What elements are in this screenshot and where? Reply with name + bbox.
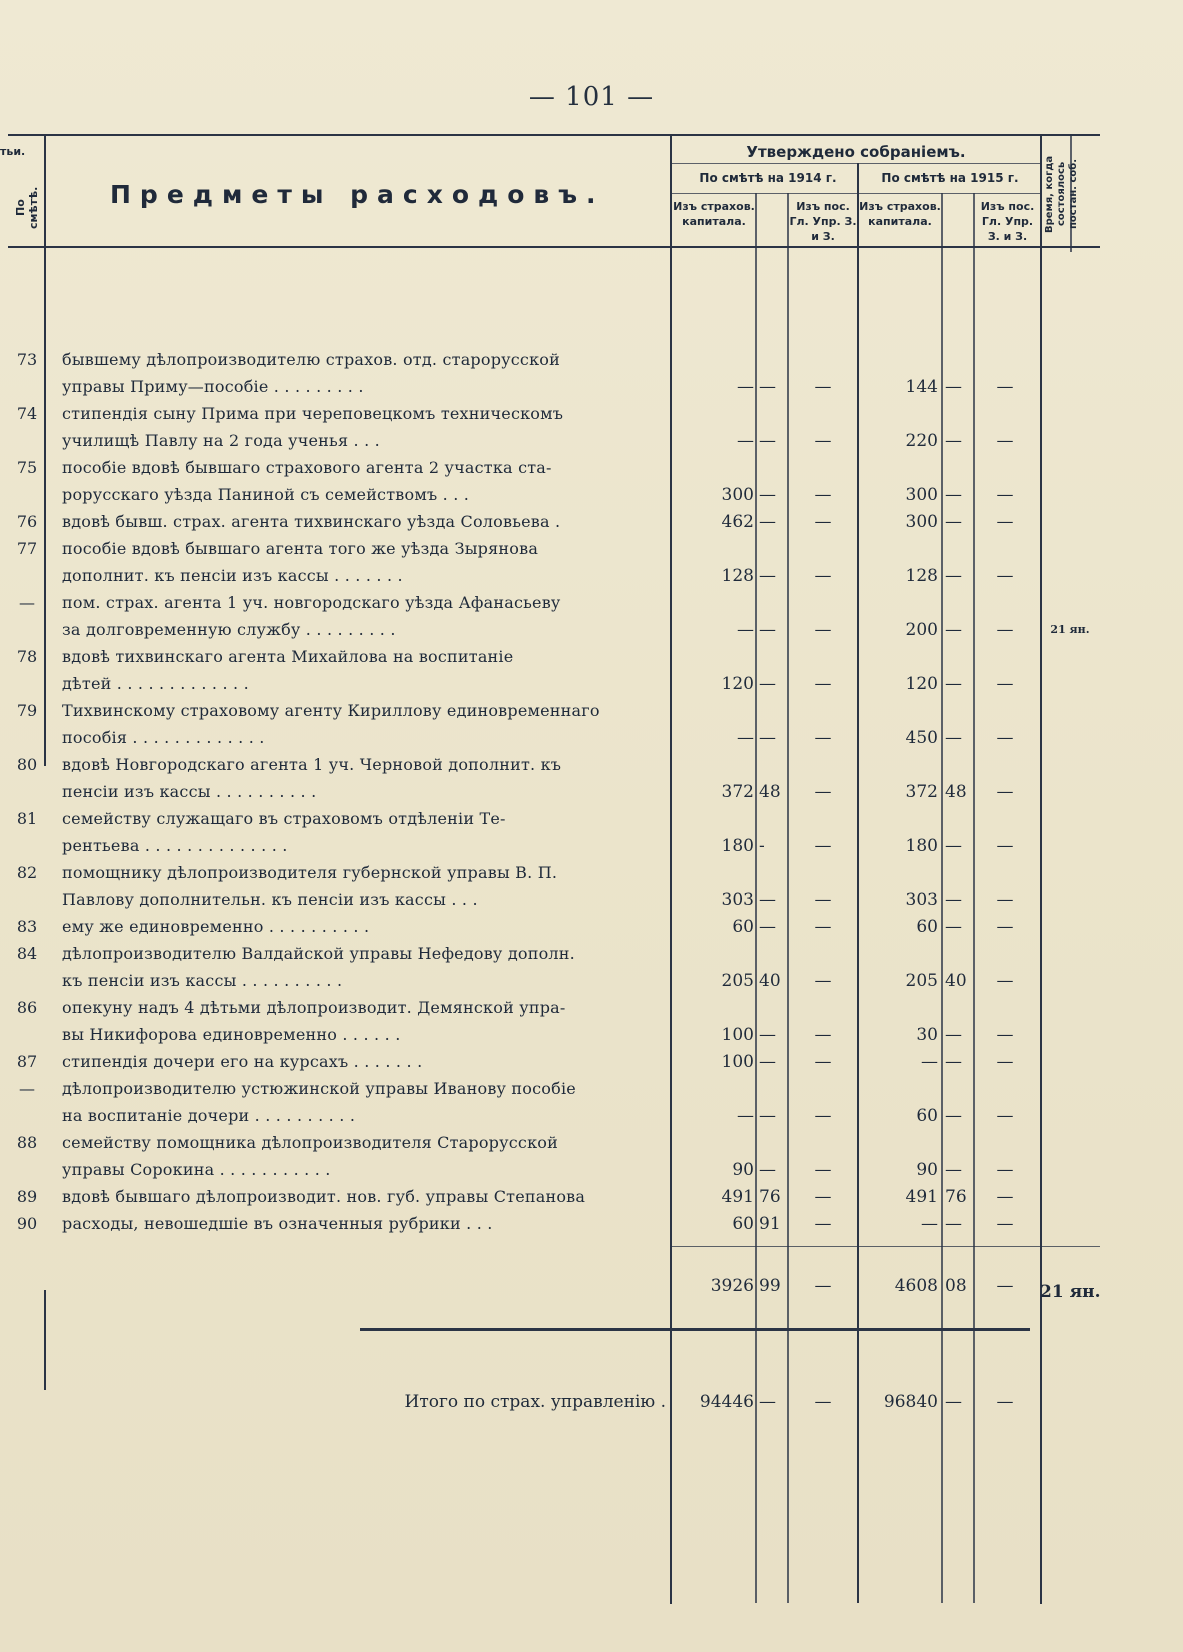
row-number: 87 xyxy=(16,1052,38,1071)
table-row xyxy=(0,1052,1183,1079)
row-number: 88 xyxy=(16,1133,38,1152)
row-number: 74 xyxy=(16,404,38,423)
header-year-1915: По смѣтѣ на 1915 г. xyxy=(881,171,1019,185)
row-1914-capital: — xyxy=(737,620,754,640)
row-1915-gu: — xyxy=(996,377,1014,397)
row-description-line-1: пособіе вдовѣ бывшаго страхового агента 2 участка ста- xyxy=(62,458,552,477)
table-row xyxy=(0,1079,1183,1133)
row-description-line-1: стипендія сыну Прима при череповецкомъ техническомъ xyxy=(62,404,564,423)
row-1915-capital: — xyxy=(921,1052,938,1072)
row-1914-gu: — xyxy=(814,1106,832,1126)
table-row xyxy=(0,539,1183,593)
row-1914-gu: — xyxy=(814,971,832,991)
row-number: — xyxy=(19,1079,35,1098)
row-1914-kop: - xyxy=(759,836,765,856)
grand-total-1915-gu: — xyxy=(996,1392,1014,1412)
header-sub-gu-1914: Изъ пос. Гл. Упр. З. и З. xyxy=(789,200,857,243)
subtotal-1915-capital: 4608 xyxy=(894,1276,938,1296)
row-1914-kop: — xyxy=(759,890,776,910)
row-number: 82 xyxy=(16,863,38,882)
row-1915-capital: 205 xyxy=(905,971,938,991)
grand-total-1915-kop: — xyxy=(945,1392,962,1412)
row-1915-capital: 300 xyxy=(905,512,938,532)
table-row xyxy=(0,458,1183,512)
row-1915-gu: — xyxy=(996,674,1014,694)
row-number: 73 xyxy=(16,350,38,369)
row-description-line-2: рентьева . . . . . . . . . . . . . . xyxy=(62,836,288,855)
row-1915-gu: — xyxy=(996,566,1014,586)
header-approved: Утверждено собраніемъ. xyxy=(746,143,966,161)
row-1915-kop: — xyxy=(945,377,962,397)
row-1914-kop: — xyxy=(759,1160,776,1180)
row-1914-kop: — xyxy=(759,620,776,640)
row-1914-kop: — xyxy=(759,1106,776,1126)
table-row xyxy=(0,404,1183,458)
row-1915-capital: — xyxy=(921,1214,938,1234)
row-1915-capital: 372 xyxy=(905,782,938,802)
row-1915-kop: — xyxy=(945,512,962,532)
row-1914-capital: 303 xyxy=(721,890,754,910)
row-1915-kop: 40 xyxy=(945,971,967,991)
row-number: 83 xyxy=(16,917,38,936)
table-row xyxy=(0,647,1183,701)
row-1914-kop: — xyxy=(759,1052,776,1072)
row-1915-capital: 120 xyxy=(905,674,938,694)
row-1915-kop: — xyxy=(945,431,962,451)
row-1915-gu: — xyxy=(996,431,1014,451)
row-1914-capital: 100 xyxy=(721,1052,754,1072)
header-bottom-rule xyxy=(8,246,1100,248)
row-number: 79 xyxy=(16,701,38,720)
row-description-line-1: вдовѣ бывшаго дѣлопроизводит. нов. губ. управы Степанова xyxy=(62,1187,586,1206)
row-1914-capital: 120 xyxy=(721,674,754,694)
row-1915-gu: — xyxy=(996,1187,1014,1207)
row-description-line-1: дѣлопроизводителю Валдайской управы Нефедову дополн. xyxy=(62,944,575,963)
row-1915-gu: — xyxy=(996,971,1014,991)
header-sub-gu-1915: Изъ пос. Гл. Упр. З. и З. xyxy=(980,200,1035,243)
row-1914-gu: — xyxy=(814,1187,832,1207)
row-1914-capital: 372 xyxy=(721,782,754,802)
row-1914-gu: — xyxy=(814,512,832,532)
row-1915-gu: — xyxy=(996,485,1014,505)
row-description-line-1: ему же единовременно . . . . . . . . . . xyxy=(62,917,370,936)
row-description-line-2: къ пенсіи изъ кассы . . . . . . . . . . xyxy=(62,971,343,990)
header-title: Предметы расходовъ. xyxy=(110,180,605,209)
row-1914-capital: — xyxy=(737,431,754,451)
row-1914-capital: — xyxy=(737,377,754,397)
row-description-line-1: пом. страх. агента 1 уч. новгородскаго уѣзда Афанасьеву xyxy=(62,593,561,612)
table-row xyxy=(0,512,1183,539)
row-1914-kop: — xyxy=(759,728,776,748)
grand-total-1914-capital: 94446 xyxy=(699,1392,754,1412)
row-number: 75 xyxy=(16,458,38,477)
row-description-line-2: вы Никифорова единовременно . . . . . . xyxy=(62,1025,401,1044)
row-description-line-1: помощнику дѣлопроизводителя губернской управы В. П. xyxy=(62,863,558,882)
row-description-line-2: управы Приму—пособіе . . . . . . . . . xyxy=(62,377,364,396)
row-description-line-2: училищѣ Павлу на 2 года ученья . . . xyxy=(62,431,380,450)
row-1915-capital: 60 xyxy=(916,1106,938,1126)
table-row xyxy=(0,593,1183,647)
row-1915-gu: — xyxy=(996,917,1014,937)
table-row xyxy=(0,944,1183,998)
row-1914-kop: — xyxy=(759,431,776,451)
row-description-line-2: Павлову дополнительн. къ пенсіи изъ кассы . . . xyxy=(62,890,478,909)
row-description-line-1: бывшему дѣлопроизводителю страхов. отд. старорусской xyxy=(62,350,560,369)
subtotal-1914-capital: 3926 xyxy=(710,1276,754,1296)
row-number: 84 xyxy=(16,944,38,963)
row-number: 89 xyxy=(16,1187,38,1206)
table-row xyxy=(0,863,1183,917)
row-1915-gu: — xyxy=(996,1052,1014,1072)
table-row xyxy=(0,1214,1183,1241)
row-description-line-1: семейству служащаго въ страховомъ отдѣленіи Те- xyxy=(62,809,506,828)
row-description-line-1: дѣлопроизводителю устюжинской управы Иванову пособіе xyxy=(62,1079,576,1098)
row-1915-kop: — xyxy=(945,566,962,586)
row-1914-kop: — xyxy=(759,485,776,505)
row-1914-gu: — xyxy=(814,728,832,748)
row-1914-gu: — xyxy=(814,890,832,910)
row-description-line-1: семейству помощника дѣлопроизводителя Старорусской xyxy=(62,1133,558,1152)
row-description-line-1: расходы, невошедшіе въ означенныя рубрики . . . xyxy=(62,1214,493,1233)
row-description-line-1: опекуну надъ 4 дѣтьми дѣлопроизводит. Демянской упра- xyxy=(62,998,566,1017)
grand-total-1914-gu: — xyxy=(814,1392,832,1412)
row-1914-gu: — xyxy=(814,1160,832,1180)
row-1914-gu: — xyxy=(814,1025,832,1045)
row-number: — xyxy=(19,593,35,612)
row-1914-gu: — xyxy=(814,917,832,937)
table-row xyxy=(0,809,1183,863)
grand-total-1914-kop: — xyxy=(759,1392,776,1412)
row-1914-capital: — xyxy=(737,1106,754,1126)
header-approved-rule xyxy=(670,163,1042,164)
row-1914-gu: — xyxy=(814,377,832,397)
row-description-line-2: дополнит. къ пенсіи изъ кассы . . . . . . . xyxy=(62,566,403,585)
row-number: 86 xyxy=(16,998,38,1017)
row-description-line-2: на воспитаніе дочери . . . . . . . . . . xyxy=(62,1106,356,1125)
row-1915-gu: — xyxy=(996,512,1014,532)
row-1915-capital: 128 xyxy=(905,566,938,586)
row-1915-kop: 48 xyxy=(945,782,967,802)
row-1914-kop: — xyxy=(759,566,776,586)
row-1915-kop: — xyxy=(945,674,962,694)
row-1915-capital: 144 xyxy=(905,377,938,397)
row-1914-gu: — xyxy=(814,566,832,586)
row-time: 21 ян. xyxy=(1050,623,1090,636)
table-row xyxy=(0,1187,1183,1214)
row-description-line-1: стипендія дочери его на курсахъ . . . . . . . xyxy=(62,1052,423,1071)
grand-total-label: Итого по страх. управленію . xyxy=(404,1392,666,1412)
row-1914-capital: 90 xyxy=(732,1160,754,1180)
header-year-1914: По смѣтѣ на 1914 г. xyxy=(699,171,837,185)
row-description-line-2: дѣтей . . . . . . . . . . . . . xyxy=(62,674,249,693)
row-1915-gu: — xyxy=(996,1106,1014,1126)
row-description-line-2: управы Сорокина . . . . . . . . . . . xyxy=(62,1160,331,1179)
row-1915-capital: 60 xyxy=(916,917,938,937)
row-description-line-2: пособія . . . . . . . . . . . . . xyxy=(62,728,265,747)
row-description-line-1: пособіе вдовѣ бывшаго агента того же уѣзда Зырянова xyxy=(62,539,539,558)
row-1915-kop: — xyxy=(945,1106,962,1126)
subtotal-time: 21 ян. xyxy=(1040,1282,1101,1302)
row-number: 90 xyxy=(16,1214,38,1233)
row-1915-kop: — xyxy=(945,1025,962,1045)
row-1914-kop: — xyxy=(759,377,776,397)
page-number: — 101 — xyxy=(528,82,655,112)
row-1914-capital: 491 xyxy=(721,1187,754,1207)
row-1915-gu: — xyxy=(996,890,1014,910)
header-sub-capital-1914: Изъ страхов. капитала. xyxy=(673,200,755,228)
row-1915-capital: 491 xyxy=(905,1187,938,1207)
row-1915-capital: 450 xyxy=(905,728,938,748)
row-1914-gu: — xyxy=(814,620,832,640)
subtotal-top-rule xyxy=(670,1246,1100,1247)
subtotal-1914-kop: 99 xyxy=(759,1276,781,1296)
row-number: 81 xyxy=(16,809,38,828)
row-1915-kop: — xyxy=(945,620,962,640)
row-1914-kop: — xyxy=(759,1025,776,1045)
row-1914-gu: — xyxy=(814,782,832,802)
row-1914-kop: — xyxy=(759,917,776,937)
row-1915-kop: — xyxy=(945,836,962,856)
header-col-num: По смѣтѣ. xyxy=(14,186,40,230)
row-1914-capital: 462 xyxy=(721,512,754,532)
row-1914-capital: 300 xyxy=(721,485,754,505)
row-1915-gu: — xyxy=(996,782,1014,802)
row-number: 76 xyxy=(16,512,38,531)
header-top-left: тьи. xyxy=(0,145,26,158)
row-1915-kop: — xyxy=(945,1160,962,1180)
row-1914-capital: — xyxy=(737,728,754,748)
row-1915-capital: 303 xyxy=(905,890,938,910)
num-col-border-bottom xyxy=(44,1290,46,1390)
row-1915-gu: — xyxy=(996,1214,1014,1234)
row-1915-kop: — xyxy=(945,917,962,937)
row-1915-capital: 200 xyxy=(905,620,938,640)
grand-total-top-rule xyxy=(360,1328,1030,1331)
row-number: 80 xyxy=(16,755,38,774)
row-1914-gu: — xyxy=(814,674,832,694)
row-1915-gu: — xyxy=(996,620,1014,640)
row-description-line-2: пенсіи изъ кассы . . . . . . . . . . xyxy=(62,782,317,801)
row-1914-capital: 205 xyxy=(721,971,754,991)
row-1914-capital: 100 xyxy=(721,1025,754,1045)
row-1914-kop: 91 xyxy=(759,1214,781,1234)
row-1915-kop: — xyxy=(945,890,962,910)
row-1915-capital: 300 xyxy=(905,485,938,505)
row-1915-gu: — xyxy=(996,1160,1014,1180)
row-1914-kop: 76 xyxy=(759,1187,781,1207)
row-1914-capital: 180 xyxy=(721,836,754,856)
header-year-rule xyxy=(670,193,1042,194)
row-1915-capital: 90 xyxy=(916,1160,938,1180)
row-1914-gu: — xyxy=(814,485,832,505)
row-1914-kop: 40 xyxy=(759,971,781,991)
row-description-line-1: вдовѣ тихвинскаго агента Михайлова на воспитаніе xyxy=(62,647,514,666)
row-description-line-1: вдовѣ бывш. страх. агента тихвинскаго уѣзда Соловьева . xyxy=(62,512,561,531)
row-1914-kop: 48 xyxy=(759,782,781,802)
row-1915-kop: 76 xyxy=(945,1187,967,1207)
row-description-line-1: Тихвинскому страховому агенту Кириллову единовременнаго xyxy=(62,701,600,720)
table-row xyxy=(0,755,1183,809)
row-number: 78 xyxy=(16,647,38,666)
row-1914-capital: 128 xyxy=(721,566,754,586)
row-1915-capital: 220 xyxy=(905,431,938,451)
row-description-line-2: за долговременную службу . . . . . . . . . xyxy=(62,620,396,639)
row-1914-gu: — xyxy=(814,1214,832,1234)
row-description-line-2: рорусскаго уѣзда Паниной съ семействомъ . . . xyxy=(62,485,470,504)
row-1915-gu: — xyxy=(996,728,1014,748)
header-col-time: Время, когда состоялось постан. соб. xyxy=(1044,155,1079,233)
row-1915-capital: 30 xyxy=(916,1025,938,1045)
row-1914-kop: — xyxy=(759,512,776,532)
subtotal-1914-gu: — xyxy=(814,1276,832,1296)
header-sub-capital-1915: Изъ страхов. капитала. xyxy=(859,200,941,228)
row-1914-kop: — xyxy=(759,674,776,694)
table-row xyxy=(0,917,1183,944)
row-1914-gu: — xyxy=(814,1052,832,1072)
row-description-line-1: вдовѣ Новгородскаго агента 1 уч. Черновой дополнит. къ xyxy=(62,755,562,774)
table-top-rule xyxy=(8,134,1100,136)
row-1914-capital: 60 xyxy=(732,917,754,937)
row-1915-gu: — xyxy=(996,836,1014,856)
row-number: 77 xyxy=(16,539,38,558)
row-1914-capital: 60 xyxy=(732,1214,754,1234)
table-row xyxy=(0,1133,1183,1187)
row-1915-capital: 180 xyxy=(905,836,938,856)
row-1914-gu: — xyxy=(814,431,832,451)
grand-total-1915-capital: 96840 xyxy=(883,1392,938,1412)
table-row xyxy=(0,998,1183,1052)
row-1915-kop: — xyxy=(945,485,962,505)
subtotal-1915-gu: — xyxy=(996,1276,1014,1296)
row-1914-gu: — xyxy=(814,836,832,856)
row-1915-gu: — xyxy=(996,1025,1014,1045)
subtotal-1915-kop: 08 xyxy=(945,1276,967,1296)
row-1915-kop: — xyxy=(945,1214,962,1234)
row-1915-kop: — xyxy=(945,728,962,748)
table-row xyxy=(0,701,1183,755)
table-row xyxy=(0,350,1183,404)
row-1915-kop: — xyxy=(945,1052,962,1072)
